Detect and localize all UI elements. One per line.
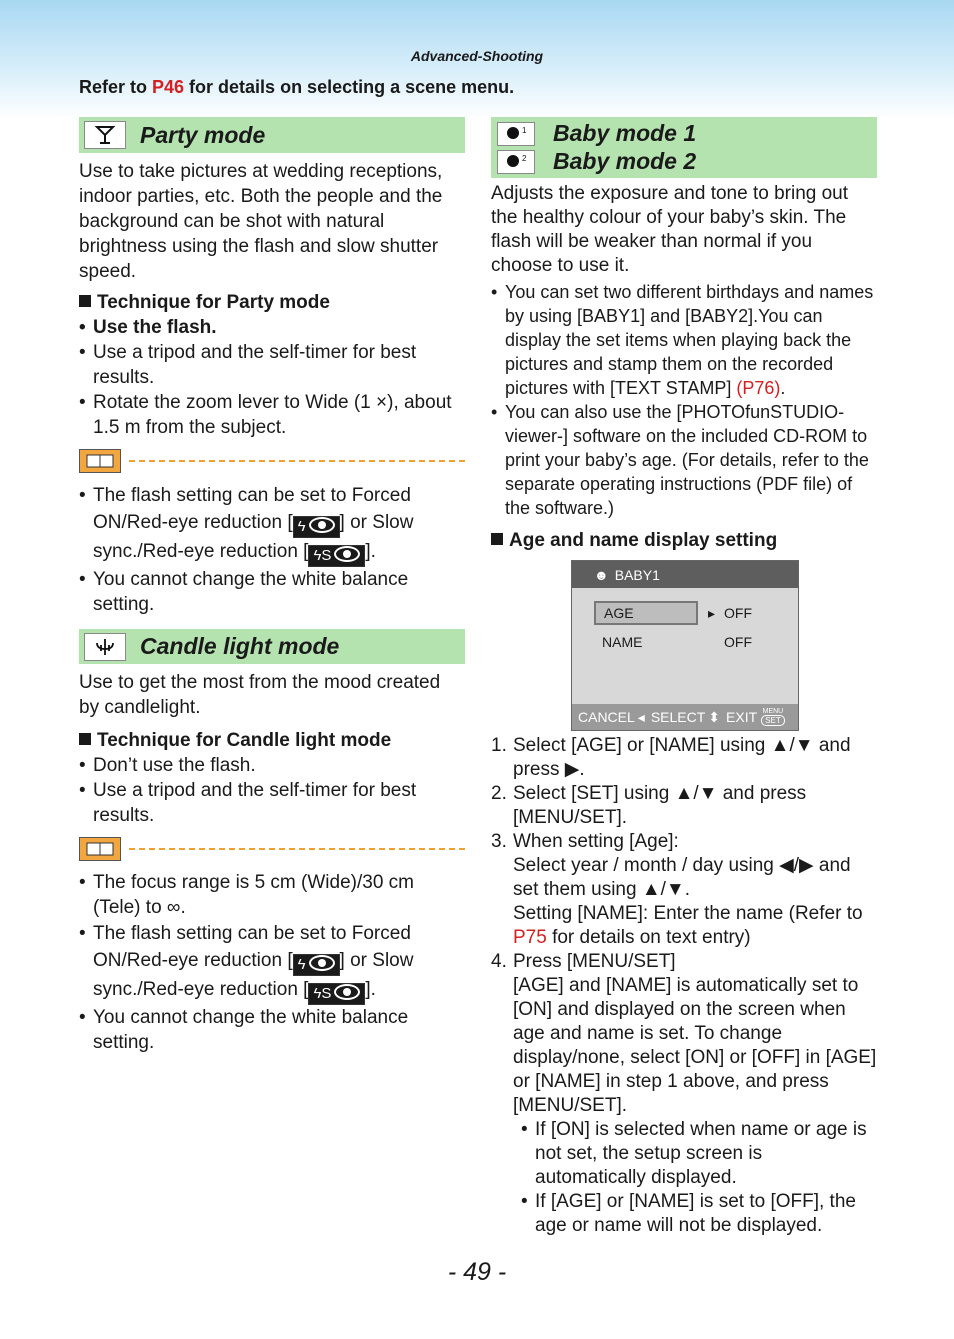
- section-header: Advanced-Shooting: [410, 48, 544, 64]
- list-item: • The focus range is 5 cm (Wide)/30 cm (Tele) to ∞.: [79, 870, 465, 920]
- party-title: Party mode: [140, 121, 266, 148]
- updown-arrow-icon: ⬍: [708, 708, 721, 725]
- candle-desc: Use to get the most from the mood created by candlelight.: [79, 672, 441, 718]
- step-2-text: Select [SET] using ▲/▼ and press [MENU/SET].: [513, 783, 807, 828]
- dashed-line: [129, 460, 465, 462]
- svg-text:2: 2: [522, 153, 527, 163]
- candle-title: Candle light mode: [140, 633, 340, 659]
- list-item: [79, 920, 465, 1005]
- step-4-notes: [513, 1118, 877, 1238]
- candle-technique-title: [79, 728, 465, 753]
- flash-note-mid: ] or Slow sync./Red-eye reduction [: [93, 512, 414, 562]
- candle-section: [79, 629, 465, 1055]
- party-technique-title: [79, 290, 465, 315]
- flash-note-post: ].: [365, 541, 376, 562]
- step-1-text: Select [AGE] or [NAME] using ▲/▼ and press ▶.: [513, 735, 851, 780]
- baby-note1-post: .: [780, 378, 786, 398]
- list-item: • Use a tripod and the self-timer for best results.: [79, 340, 465, 390]
- note-divider: [79, 448, 465, 474]
- candle-tips: [79, 753, 465, 828]
- list-item: • You can also use the [PHOTOfunSTUDIO-viewer-] software on the included CD-ROM to print your baby’s age. (For details, refer to the separate operating instructions (PDF file) of the software.): [491, 400, 877, 520]
- arrow-right-icon: ▸: [708, 605, 716, 621]
- exit-label: EXIT: [726, 709, 758, 725]
- party-icon: [84, 121, 126, 149]
- flash-note-pre: The flash setting can be set to Forced ON/Red-eye reduction [: [93, 485, 411, 533]
- list-item: • Use the flash.: [79, 315, 465, 340]
- refer-link[interactable]: P46: [152, 77, 185, 97]
- baby-steps: [491, 734, 877, 1238]
- baby1-icon: [497, 122, 535, 146]
- note-icon: [79, 449, 121, 473]
- cancel-label: CANCEL: [578, 709, 635, 725]
- list-item: • Rotate the zoom lever to Wide (1 ×), about 1.5 m from the subject.: [79, 390, 465, 440]
- refer-post: for details on selecting a scene menu.: [184, 77, 515, 97]
- party-notes: [79, 482, 465, 617]
- note-icon: [79, 837, 121, 861]
- party-section: [79, 117, 465, 617]
- list-item: • If [AGE] or [NAME] is set to [OFF], the age or name will not be displayed.: [521, 1190, 877, 1238]
- party-tips: [79, 315, 465, 440]
- steps-list: [491, 734, 877, 1238]
- list-item: • If [ON] is selected when name or age is not set, the setup screen is automatically displayed.: [521, 1118, 877, 1190]
- baby-heading: [491, 117, 877, 178]
- step-3: 3. When setting [Age]: Select year / month / day using ◀/▶ and set them using ▲/▼. Setting [NAME]: Enter the name (Refer to P75 for details on text entry): [491, 830, 877, 950]
- note-divider: [79, 836, 465, 862]
- age-value: OFF: [724, 605, 752, 621]
- list-item: • Don’t use the flash.: [79, 753, 465, 778]
- refer-pre: Refer to: [79, 77, 153, 97]
- menu-label: MENU: [762, 708, 784, 715]
- flash-note-mid: ] or Slow sync./Red-eye reduction [: [93, 950, 414, 1000]
- square-bullet-icon: [79, 733, 91, 745]
- screen-footer: [572, 704, 798, 730]
- age-title: [491, 528, 877, 553]
- age-menu-item[interactable]: AGE: [594, 601, 698, 625]
- step-3-text: When setting [Age]:: [513, 831, 679, 852]
- candle-notes: [79, 870, 465, 1055]
- slow-sync-redeye-icon: ϟS: [308, 545, 365, 567]
- step-2: 2. Select [SET] using ▲/▼ and press [MENU/SET].: [491, 783, 807, 828]
- baby-section: [491, 117, 877, 553]
- step-3-detail: Select year / month / day using ◀/▶ and set them using ▲/▼.: [513, 855, 851, 900]
- flash-redeye-icon: ϟ: [293, 954, 340, 976]
- square-bullet-icon: [491, 533, 503, 545]
- select-label: SELECT: [650, 709, 706, 725]
- step-4: 4. Press [MENU/SET] [AGE] and [NAME] is automatically set to [ON] and displayed on the screen when age and name is set. To change display/none, select [ON] or [OFF] in [AGE] or [NAME] in step 1 above, and press [MENU/SET]. • If [ON] is selected when name or age is not set, the setup screen is automatically displayed. • If [AGE] or [NAME] is set to [OFF], the age or name will not be displayed.: [491, 950, 877, 1238]
- screen-title: BABY1: [614, 566, 660, 583]
- name-menu-item[interactable]: NAME: [602, 634, 643, 650]
- party-technique-text: Technique for Party mode: [97, 292, 330, 313]
- step-3-name: [513, 902, 877, 950]
- step-3-name-pre: Setting [NAME]: Enter the name (Refer to: [513, 903, 863, 924]
- step-1: 1. Select [AGE] or [NAME] using ▲/▼ and press ▶.: [491, 735, 851, 780]
- menu-set-icon: [761, 708, 785, 726]
- list-item: • You cannot change the white balance setting.: [79, 567, 465, 617]
- candle-technique-text: Technique for Candle light mode: [97, 730, 392, 751]
- flash-redeye-icon: ϟ: [293, 516, 340, 538]
- slow-sync-redeye-icon: ϟS: [308, 983, 365, 1005]
- p76-link[interactable]: (P76): [736, 378, 781, 398]
- step-4-text: Press [MENU/SET]: [513, 951, 676, 972]
- party-desc: Use to take pictures at wedding receptions, indoor parties, etc. Both the people and the background can be shot with natural brightness using the flash and slow shutter speed.: [79, 161, 443, 282]
- camera-screen: [571, 560, 799, 731]
- list-item: [491, 280, 877, 400]
- dashed-line: [129, 848, 465, 850]
- square-bullet-icon: [79, 295, 91, 307]
- baby-note1-text: You can set two different birthdays and names by using [BABY1] and [BABY2].You can display the set items when playing back the pictures and stamp them on the recorded pictures with [TEXT STAMP]: [505, 282, 874, 398]
- baby2-icon: [497, 150, 535, 174]
- candle-icon: [84, 633, 126, 661]
- p75-link[interactable]: P75: [513, 927, 547, 948]
- baby2-heading-row: [491, 148, 696, 176]
- name-value: OFF: [724, 634, 752, 650]
- list-item: • Use a tripod and the self-timer for best results.: [79, 778, 465, 828]
- step-3-name-post: for details on text entry): [546, 927, 751, 948]
- flash-note-pre: The flash setting can be set to Forced ON/Red-eye reduction [: [93, 923, 411, 971]
- baby1-heading-row: [491, 120, 696, 148]
- list-item: • You cannot change the white balance setting.: [79, 1005, 465, 1055]
- party-heading: [79, 117, 465, 153]
- step-4-detail: [AGE] and [NAME] is automatically set to [ON] and displayed on the screen when age and name is set. To change display/none, select [ON] or [OFF] in [AGE] or [NAME] in step 1 above, and press [MENU/SET].: [513, 975, 877, 1116]
- flash-note-post: ].: [365, 979, 376, 1000]
- svg-text:1: 1: [522, 125, 527, 135]
- baby2-title: Baby mode 2: [553, 148, 697, 174]
- baby-desc: Adjusts the exposure and tone to bring out the healthy colour of your baby’s skin. The flash will be weaker than normal if you choose to use it.: [491, 183, 849, 276]
- screen-header: [572, 561, 798, 588]
- list-item: [79, 482, 465, 567]
- candle-heading: [79, 629, 465, 664]
- refer-line: [79, 77, 514, 98]
- baby-icon: ☻: [594, 566, 609, 583]
- baby-notes: [491, 280, 877, 520]
- age-title-text: Age and name display setting: [509, 530, 778, 551]
- set-label: SET: [761, 715, 785, 726]
- baby1-title: Baby mode 1: [553, 120, 697, 146]
- arrow-left-icon: ◂: [637, 708, 645, 725]
- page-number: - 49 -: [447, 1258, 507, 1286]
